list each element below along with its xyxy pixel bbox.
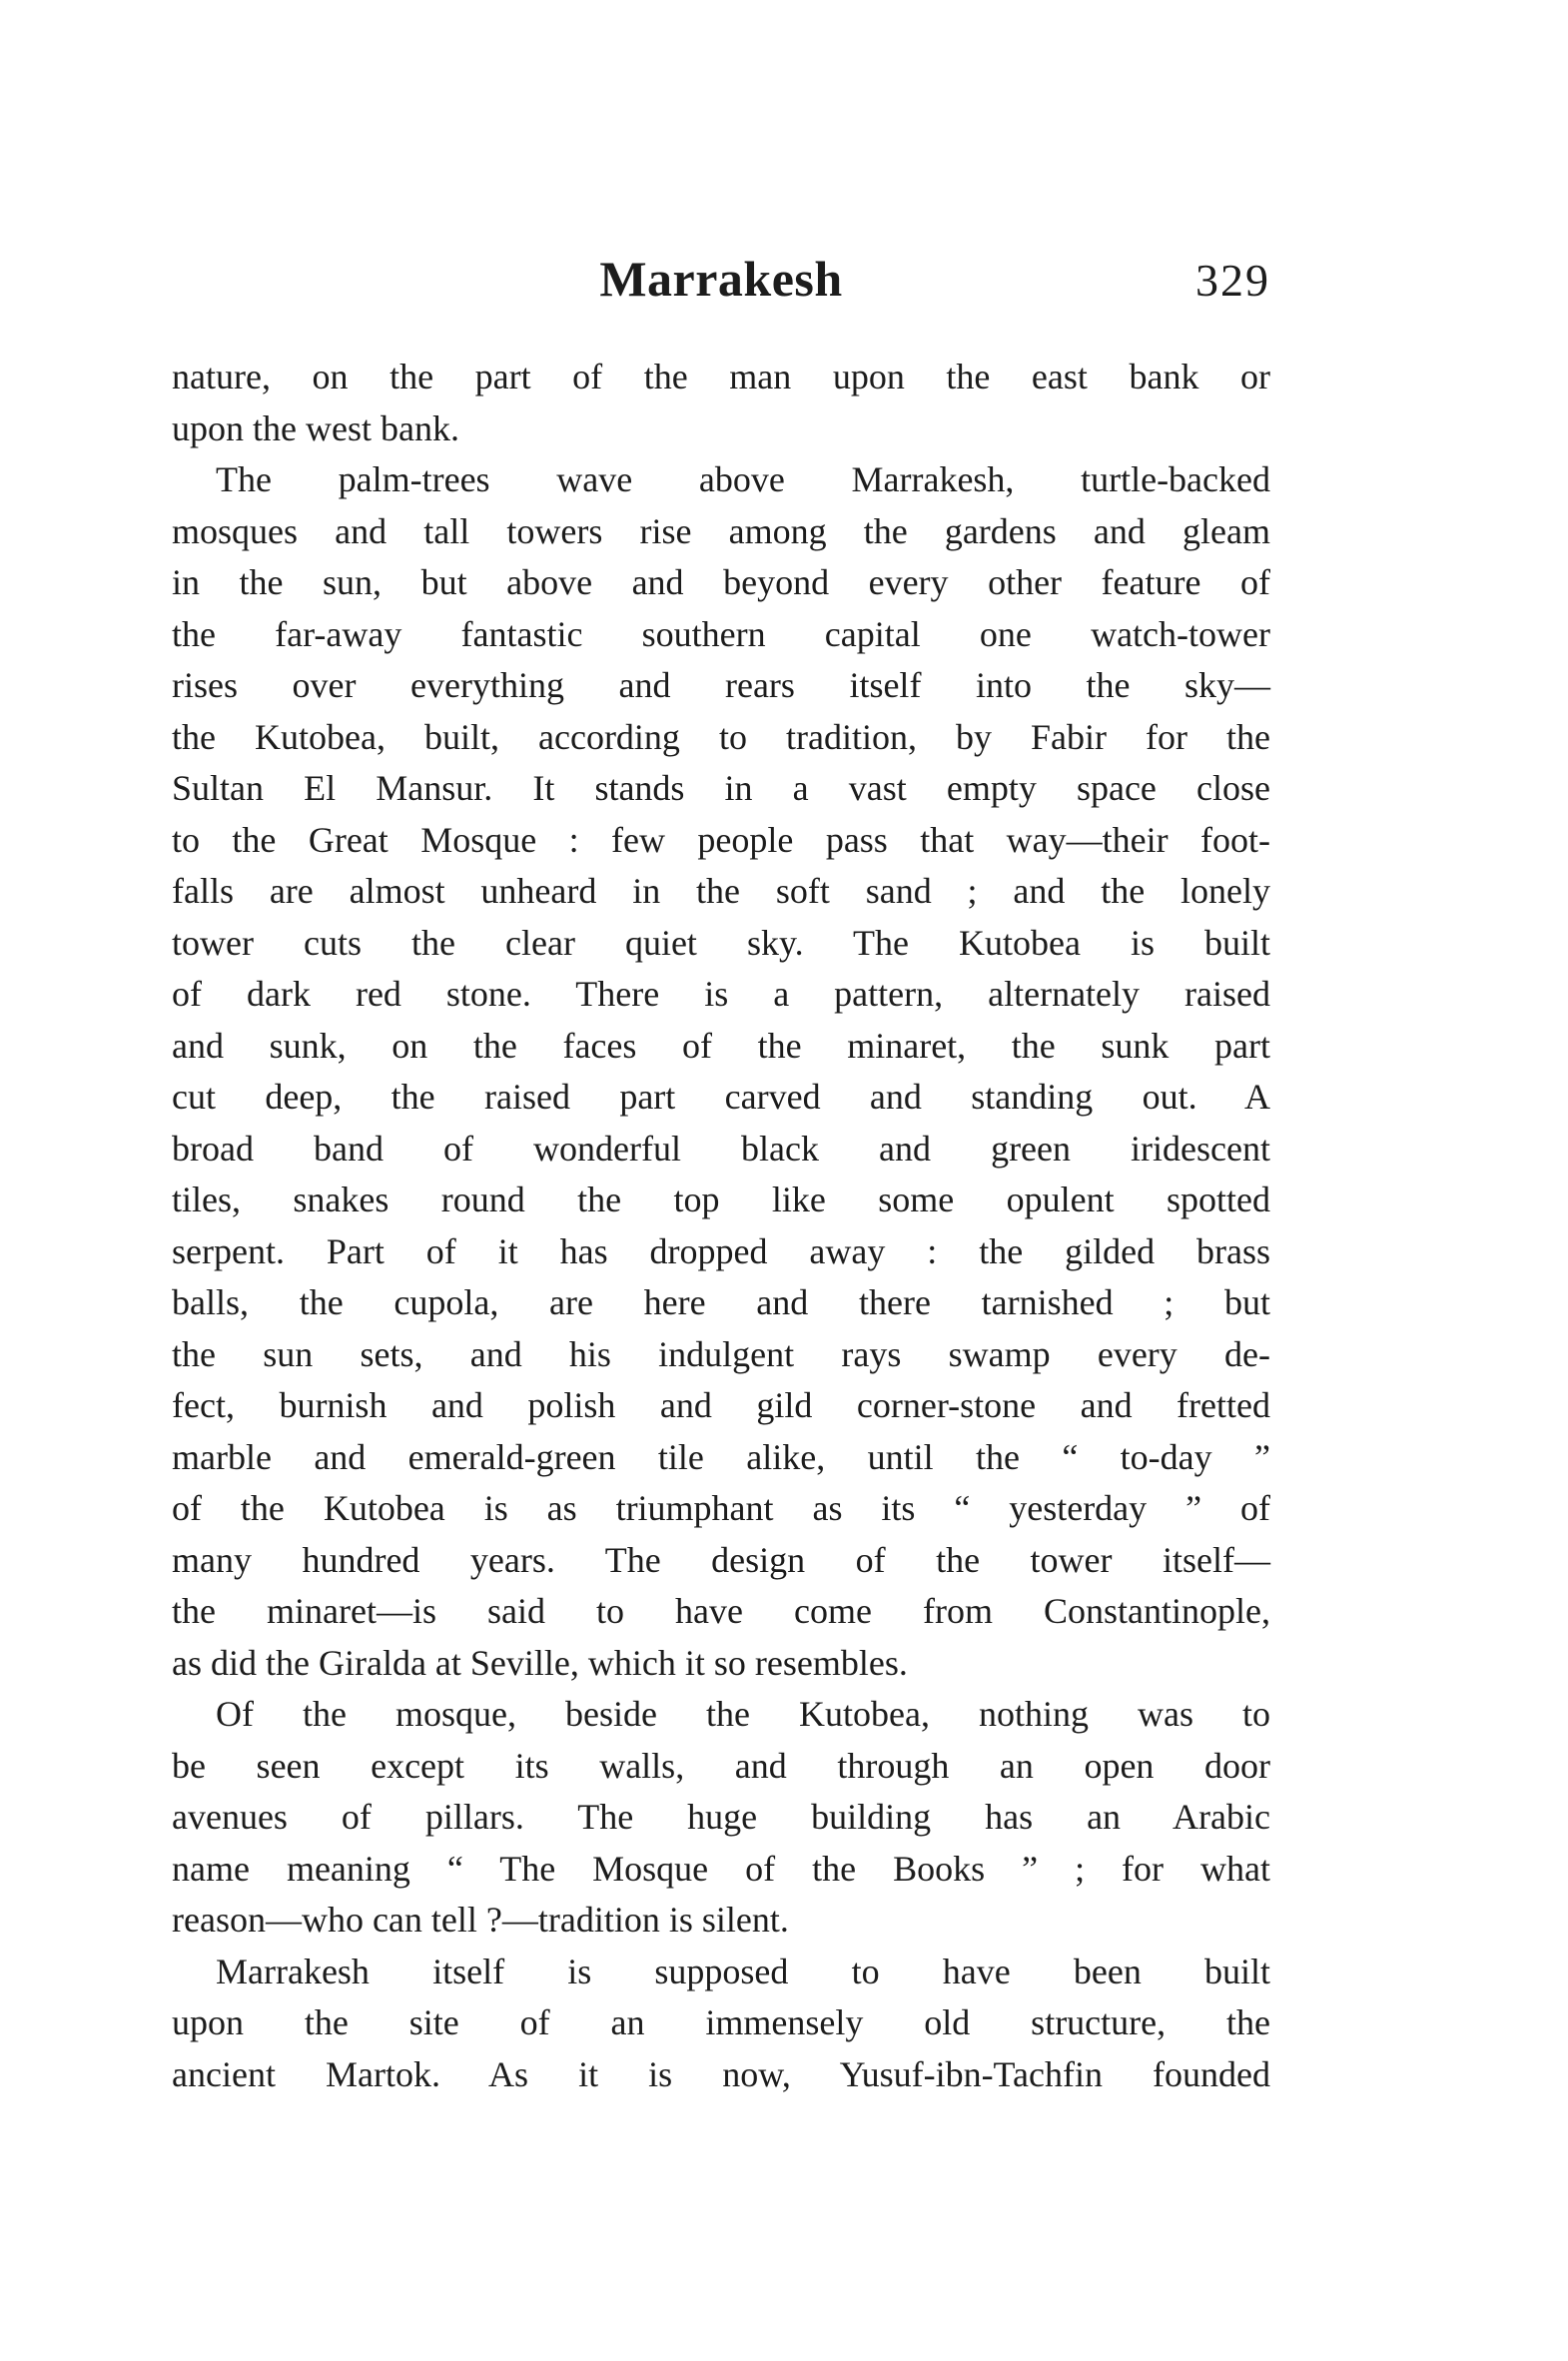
text-line: tiles, snakes round the top like some opulent spotted [172, 1180, 1270, 1219]
body-text [172, 352, 1270, 2100]
text-line: of dark red stone. There is a pattern, alternately raised [172, 974, 1270, 1014]
text-line: serpent. Part of it has dropped away : the gilded brass [172, 1230, 1270, 1271]
text-line: marble and emerald-green tile alike, until the “ to-day ” [172, 1436, 1270, 1477]
text-line: the far-away fantastic southern capital one watch-tower [172, 613, 1270, 654]
text-line: and sunk, on the faces of the minaret, the sunk part [172, 1025, 1270, 1066]
text-line: of the Kutobea is as triumphant as its “ yesterday ” of [172, 1488, 1270, 1528]
text-line: tower cuts the clear quiet sky. The Kutobea is built [172, 922, 1270, 963]
text-line: upon the west bank. [172, 407, 459, 448]
text-line: be seen except its walls, and through an open door [172, 1745, 1270, 1786]
text-line: balls, the cupola, are here and there tarnished ; but [172, 1282, 1270, 1322]
text-line: Marrakesh itself is supposed to have been built [216, 1951, 1270, 1991]
text-line: mosques and tall towers rise among the gardens and gleam [172, 510, 1270, 551]
text-line: to the Great Mosque : few people pass that way—their foot- [172, 819, 1270, 860]
text-line: falls are almost unheard in the soft sand ; and the lonely [172, 871, 1270, 911]
text-line: The palm-trees wave above Marrakesh, turtle-backed [216, 459, 1270, 499]
text-line: many hundred years. The design of the tower itself— [172, 1539, 1270, 1580]
page-number: 329 [1195, 255, 1270, 306]
text-line: cut deep, the raised part carved and standing out. A [172, 1077, 1270, 1117]
text-line: name meaning “ The Mosque of the Books ” ; for what [172, 1848, 1270, 1889]
text-line: broad band of wonderful black and green iridescent [172, 1128, 1270, 1169]
text-line: the sun sets, and his indulgent rays swamp every de- [172, 1333, 1270, 1374]
text-line: nature, on the part of the man upon the east bank or [172, 357, 1270, 396]
text-line: reason—who can tell ?—tradition is silent. [172, 1900, 789, 1940]
text-line: as did the Giralda at Seville, which it so resembles. [172, 1642, 908, 1683]
text-line: fect, burnish and polish and gild corner-stone and fretted [172, 1385, 1270, 1425]
text-line: the Kutobea, built, according to tradition, by Fabir for the [172, 716, 1270, 757]
text-line: upon the site of an immensely old structure, the [172, 2002, 1270, 2042]
text-line: rises over everything and rears itself into the sky— [172, 665, 1270, 705]
text-line: Of the mosque, beside the Kutobea, nothing was to [216, 1694, 1270, 1734]
text-line: the minaret—is said to have come from Constantinople, [172, 1591, 1270, 1631]
chapter-title: Marrakesh [599, 251, 843, 307]
text-line: in the sun, but above and beyond every other feature of [172, 562, 1270, 602]
text-line: Sultan El Mansur. It stands in a vast empty space close [172, 768, 1270, 808]
text-line: avenues of pillars. The huge building has an Arabic [172, 1797, 1270, 1837]
running-head [172, 250, 1270, 320]
text-line: ancient Martok. As it is now, Yusuf-ibn-Tachfin founded [172, 2053, 1270, 2094]
